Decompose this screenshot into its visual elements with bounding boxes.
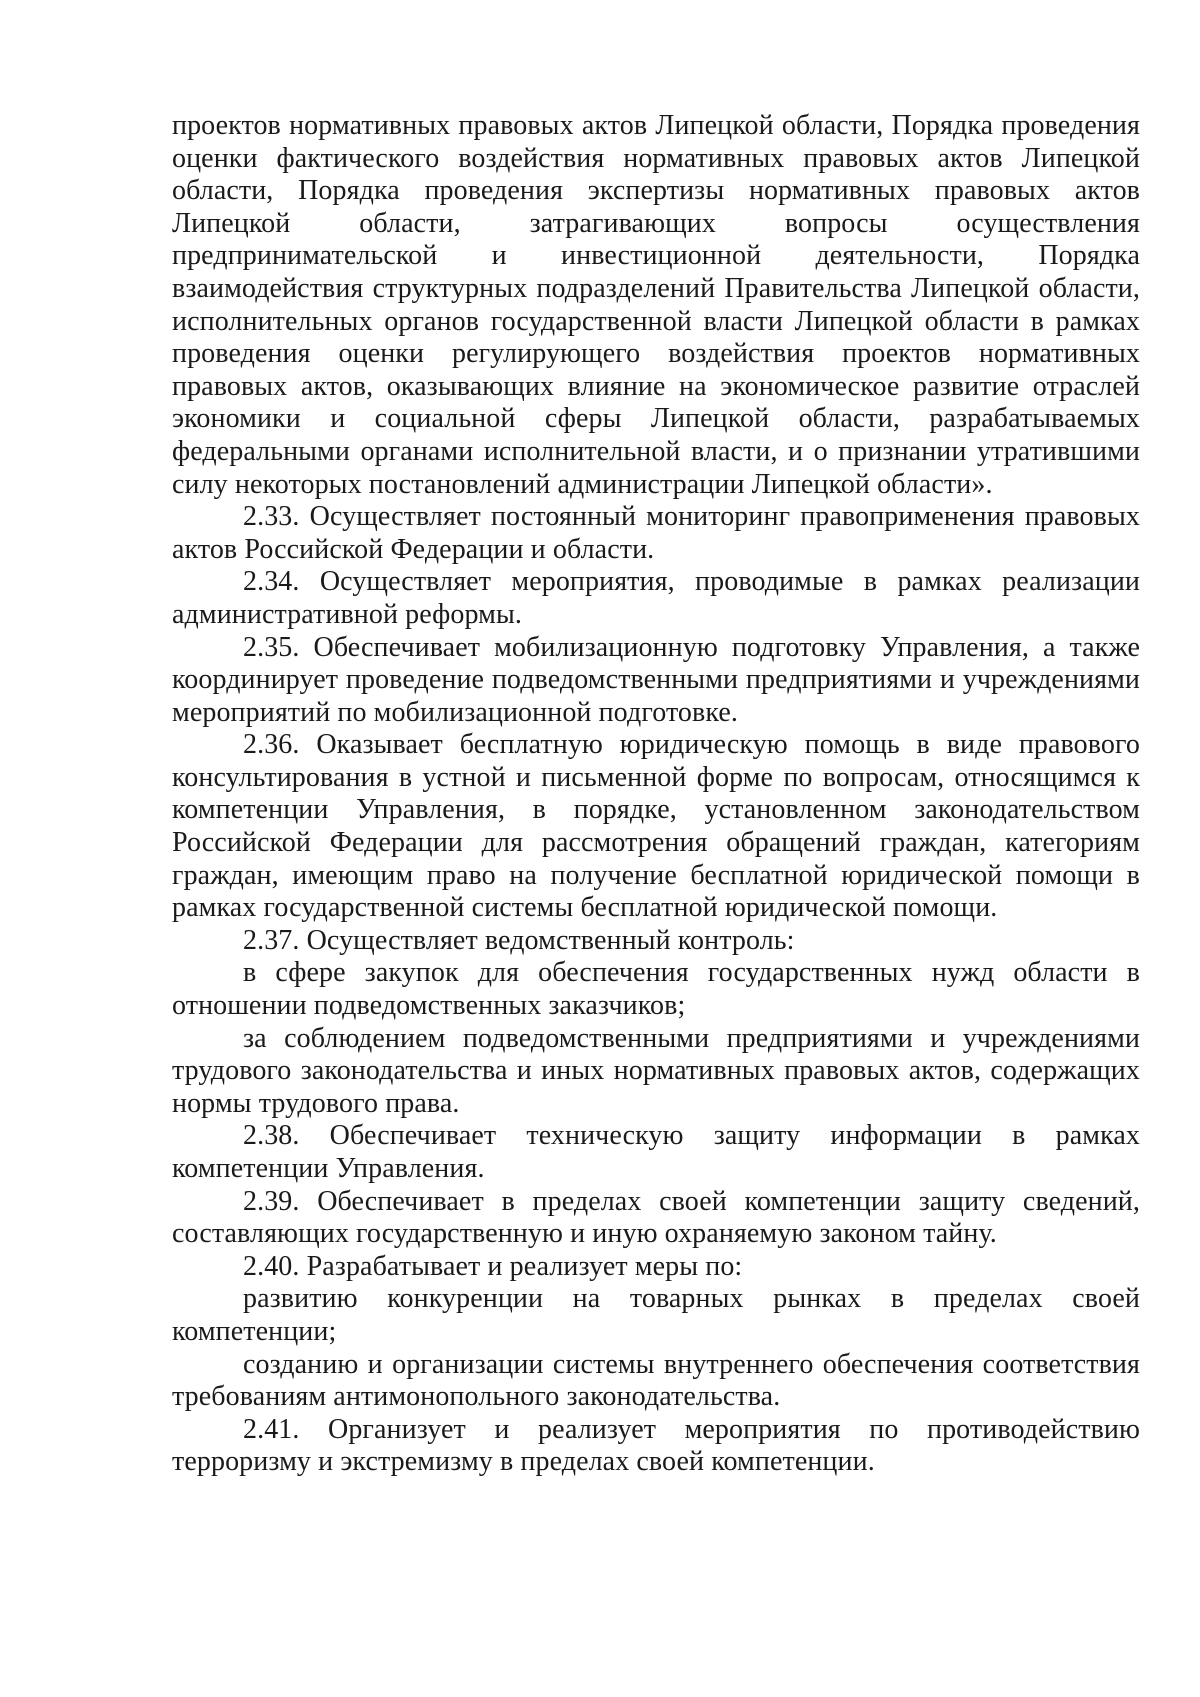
paragraph-2-40-item-compliance: созданию и организации системы внутреннего обеспечения соответствия требованиям антимонопольного законодательства. (172, 1348, 1140, 1413)
paragraph-2-41: 2.41. Организует и реализует мероприятия по противодействию терроризму и экстремизму в пределах своей компетенции. (172, 1413, 1140, 1478)
paragraph-2-33: 2.33. Осуществляет постоянный мониторинг правоприменения правовых актов Российской Федерации и области. (172, 501, 1140, 565)
paragraph-2-40-item-competition: развитию конкуренции на товарных рынках в пределах своей компетенции; (172, 1283, 1140, 1347)
paragraph-continuation: проектов нормативных правовых актов Липецкой области, Порядка проведения оценки фактического воздействия нормативных правовых актов Липецкой области, Порядка проведения экспертизы нормативных правовых актов Липецкой области, затрагивающих вопросы осуществления предпринимательской и инвестиционной деятельности, Порядка взаимодействия структурных подразделений Правительства Липецкой области, исполнительных органов государственной власти Липецкой области в рамках проведения оценки регулирующего воздействия проектов нормативных правовых актов, оказывающих влияние на экономическое развитие отраслей экономики и социальной сферы Липецкой области, разрабатываемых федеральными органами исполнительной власти, и о признании утратившими силу некоторых постановлений администрации Липецкой области». (172, 110, 1140, 500)
paragraph-2-35: 2.35. Обеспечивает мобилизационную подготовку Управления, а также координирует проведение подведомственными предприятиями и учреждениями мероприятий по мобилизационной подготовке. (172, 631, 1140, 728)
paragraph-2-37-item-labor: за соблюдением подведомственными предприятиями и учреждениями трудового законодательства и иных нормативных правовых актов, содержащих нормы трудового права. (172, 1022, 1140, 1119)
paragraph-2-34: 2.34. Осуществляет мероприятия, проводимые в рамках реализации административной реформы. (172, 566, 1140, 630)
paragraph-2-38: 2.38. Обеспечивает техническую защиту информации в рамках компетенции Управления. (172, 1120, 1140, 1184)
paragraph-2-39: 2.39. Обеспечивает в пределах своей компетенции защиту сведений, составляющих государственную и иную охраняемую законом тайну. (172, 1185, 1140, 1250)
document-page (172, 110, 1140, 1479)
paragraph-2-40: 2.40. Разрабатывает и реализует меры по: (243, 1250, 743, 1282)
paragraph-2-36: 2.36. Оказывает бесплатную юридическую помощь в виде правового консультирования в устной и письменной форме по вопросам, относящимся к компетенции Управления, в порядке, установленном законодательством Российской Федерации для рассмотрения обращений граждан, категориям граждан, имеющим право на получение бесплатной юридической помощи в рамках государственной системы бесплатной юридической помощи. (172, 729, 1140, 924)
paragraph-2-37-item-procurement: в сфере закупок для обеспечения государственных нужд области в отношении подведомственных заказчиков; (172, 957, 1140, 1022)
paragraph-2-37: 2.37. Осуществляет ведомственный контроль: (243, 924, 795, 956)
